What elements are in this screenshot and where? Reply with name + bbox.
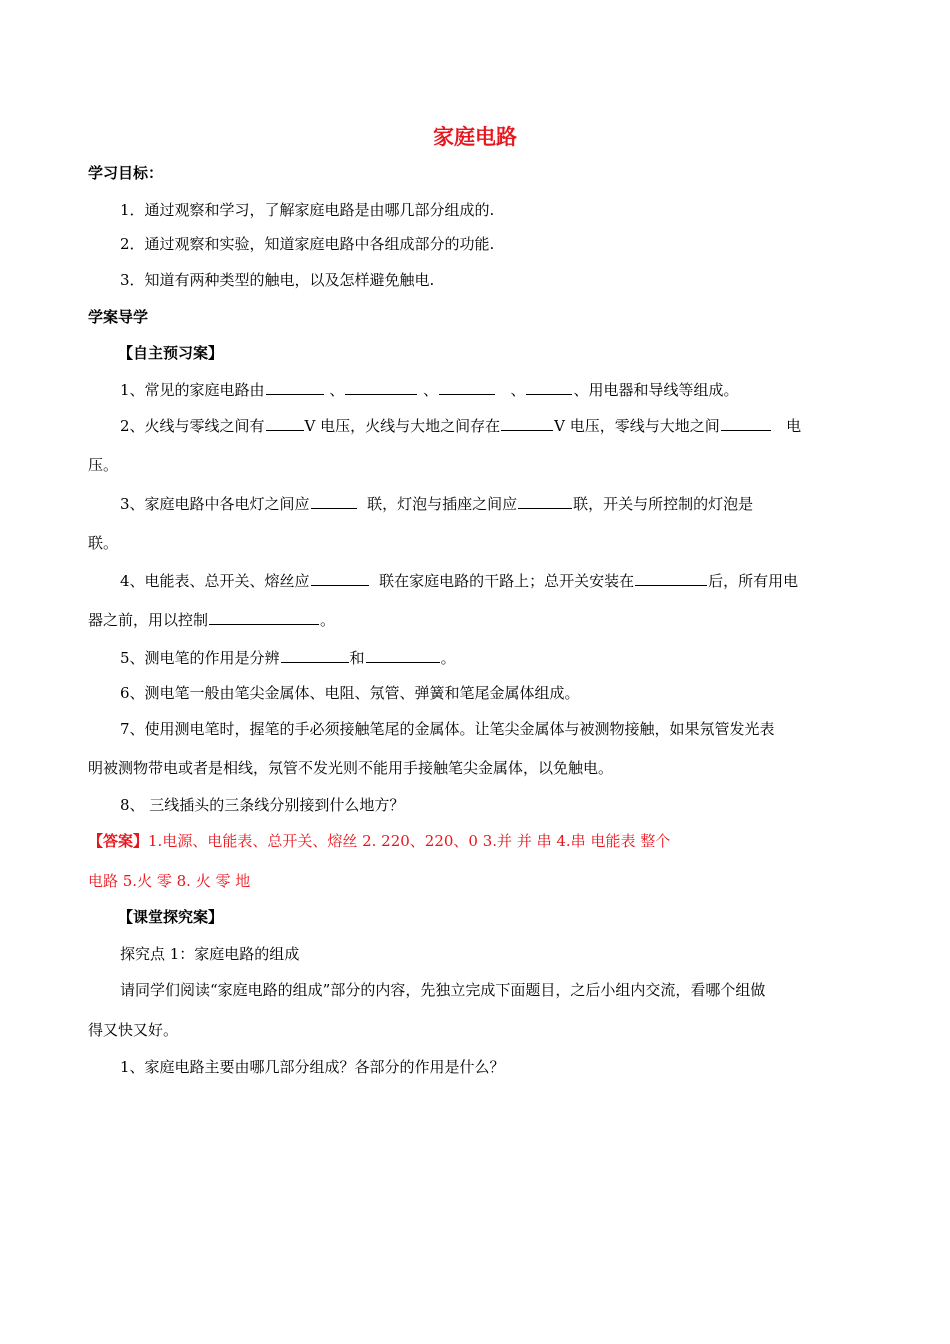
q5-text-b: 和 [349, 649, 365, 667]
objectives-heading: 学习目标： [88, 164, 164, 182]
fill-blank [311, 493, 357, 509]
q4-text-c: 后，所有用电 [708, 572, 799, 590]
q3-text-c: 联，开关与所控制的灯泡是 [573, 495, 754, 513]
question-2-cont: 压。 [88, 456, 119, 474]
classroom-question-1: 1、家庭电路主要由哪几部分组成？各部分的作用是什么？ [120, 1058, 505, 1076]
preview-heading: 【自主预习案】 [118, 344, 224, 362]
objective-item: 3．知道有两种类型的触电，以及怎样避免触电. [120, 271, 435, 289]
question-3-cont: 联。 [88, 534, 119, 552]
fill-blank [439, 379, 495, 395]
q2-text-b: V 电压，火线与大地之间存在 [304, 417, 501, 435]
fill-blank [266, 379, 324, 395]
q1-text-e: 、用电器和导线等组成。 [573, 381, 739, 399]
q1-text-a: 1、常见的家庭电路由 [120, 381, 265, 399]
fill-blank [518, 493, 572, 509]
q4-text-e: 。 [320, 611, 336, 629]
fill-blank [345, 379, 417, 395]
question-7-cont: 明被测物带电或者是相线，氖管不发光则不能用手接触笔尖金属体，以免触电。 [88, 759, 614, 777]
fill-blank [281, 647, 349, 663]
explore-point: 探究点 1：家庭电路的组成 [120, 945, 300, 963]
answer-text: 1.电源、电能表、总开关、熔丝 2. 220、220、0 3.并 并 串 4.串 电能表 整个 [148, 832, 671, 850]
answer-cont: 电路 5.火 零 8. 火 零 地 [88, 872, 251, 890]
question-8: 8、 三线插头的三条线分别接到什么地方？ [120, 796, 405, 814]
q2-text-d: 电 [786, 417, 802, 435]
question-5 [120, 647, 456, 668]
q2-text-a: 2、火线与零线之间有 [120, 417, 265, 435]
question-6: 6、测电笔一般由笔尖金属体、电阻、氖管、弹簧和笔尾金属体组成。 [120, 684, 580, 702]
classroom-intro-cont: 得又快又好。 [88, 1021, 179, 1039]
q3-text-a: 3、家庭电路中各电灯之间应 [120, 495, 310, 513]
fill-blank [366, 647, 440, 663]
page-title: 家庭电路 [433, 124, 517, 149]
q4-text-a: 4、电能表、总开关、熔丝应 [120, 572, 310, 590]
q4-text-b: 联在家庭电路的干路上；总开关安装在 [379, 572, 635, 590]
q4-text-d: 器之前，用以控制 [88, 611, 209, 629]
question-2 [120, 415, 801, 436]
question-4-cont [88, 609, 335, 630]
objective-item: 1．通过观察和学习，了解家庭电路是由哪几部分组成的. [120, 201, 495, 219]
question-7: 7、使用测电笔时，握笔的手必须接触笔尾的金属体。让笔尖金属体与被测物接触，如果氖管发光表 [120, 720, 775, 738]
q3-text-b: 联，灯泡与插座之间应 [367, 495, 518, 513]
fill-blank [209, 609, 319, 625]
q5-text-c: 。 [440, 649, 456, 667]
fill-blank [501, 415, 553, 431]
answer [88, 831, 670, 851]
q1-text-d: 、 [510, 381, 526, 399]
guide-heading: 学案导学 [88, 308, 149, 326]
classroom-intro: 请同学们阅读“家庭电路的组成”部分的内容，先独立完成下面题目，之后小组内交流，看哪个组做 [120, 981, 766, 999]
objective-item: 2．通过观察和实验，知道家庭电路中各组成部分的功能. [120, 235, 495, 253]
question-3 [120, 493, 753, 514]
fill-blank [635, 570, 707, 586]
answer-label: 【答案】 [88, 832, 149, 850]
fill-blank [266, 415, 304, 431]
question-4 [120, 570, 798, 591]
q5-text-a: 5、测电笔的作用是分辨 [120, 649, 280, 667]
question-1 [120, 379, 738, 400]
classroom-heading: 【课堂探究案】 [118, 908, 224, 926]
q2-text-c: V 电压，零线与大地之间 [554, 417, 720, 435]
q1-text-b: 、 [329, 381, 345, 399]
fill-blank [526, 379, 572, 395]
fill-blank [311, 570, 369, 586]
q1-text-c: 、 [423, 381, 439, 399]
fill-blank [721, 415, 771, 431]
